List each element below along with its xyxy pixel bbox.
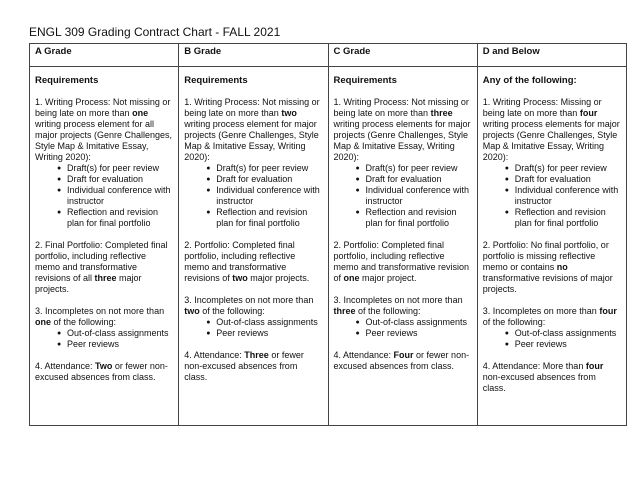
incompletes-text-end: of the following:: [199, 306, 265, 316]
writing-process-text-end: writing process elements for major projects (Genre Challenges, Style Map & Imitative Essay, Writing 2020):: [333, 119, 471, 162]
writing-process-list: [184, 163, 322, 229]
header-row: [30, 44, 627, 67]
portfolio-section: [35, 240, 173, 295]
portfolio-text-end: major projects.: [35, 273, 142, 294]
writing-process-emphasis: two: [281, 108, 297, 118]
writing-process-section: [184, 97, 322, 229]
attendance-emphasis: Two: [95, 361, 113, 371]
writing-process-text-end: writing process element for major projects (Genre Challenges, Style Map & Imitative Essay, Writing 2020):: [184, 119, 319, 162]
list-item: ● Draft for evaluation: [206, 174, 322, 185]
attendance-text: 4. Attendance: More than: [482, 361, 586, 371]
portfolio-emphasis: three: [94, 273, 117, 283]
attendance-emphasis: Four: [393, 350, 414, 360]
list-item: ● Reflection and revision plan for final portfolio: [505, 207, 621, 229]
incompletes-emphasis: four: [599, 306, 617, 316]
requirements-heading: Requirements: [35, 75, 99, 86]
list-item: ● Peer reviews: [57, 339, 173, 350]
portfolio-text: 2. Portfolio: Completed final portfolio, including reflective memo and transformative revisions of: [184, 240, 296, 283]
incompletes-section: [334, 295, 472, 339]
attendance-text-end: or fewer non-excused absences from class.: [35, 361, 168, 382]
list-item: ● Draft(s) for peer review: [206, 163, 322, 174]
requirements-row: [30, 67, 627, 426]
attendance-text-end: or fewer non-excused absences from class.: [184, 350, 304, 382]
writing-process-text: 1. Writing Process: Not missing or being late on more than: [333, 97, 469, 118]
portfolio-section: [483, 240, 621, 295]
attendance-text-end: or fewer non-excused absences from class.: [333, 350, 470, 371]
incompletes-text-end: of the following:: [355, 306, 421, 316]
grade-header: D and Below: [477, 44, 626, 67]
attendance-section: [483, 361, 621, 394]
list-item: ● Individual conference with instructor: [206, 185, 322, 207]
portfolio-text-end: major projects.: [247, 273, 310, 283]
grade-column: [477, 67, 626, 426]
incompletes-list: [184, 317, 322, 339]
list-item: ● Draft for evaluation: [356, 174, 472, 185]
portfolio-text: 2. Final Portfolio: Completed final portfolio, including reflective memo and transformative revisions of all: [35, 240, 168, 283]
portfolio-section: [334, 240, 472, 284]
grade-header: B Grade: [179, 44, 328, 67]
list-item: ● Reflection and revision plan for final portfolio: [356, 207, 472, 229]
list-item: ● Reflection and revision plan for final portfolio: [57, 207, 173, 229]
incompletes-emphasis: two: [184, 306, 200, 316]
incompletes-emphasis: one: [35, 317, 52, 327]
attendance-section: [334, 350, 472, 372]
writing-process-section: [334, 97, 472, 229]
writing-process-emphasis: one: [132, 108, 149, 118]
incompletes-section: [184, 295, 322, 339]
writing-process-text-end: writing process elements for major projects (Genre Challenges, Style Map & Imitative Essay, Writing 2020):: [482, 119, 620, 162]
writing-process-list: [334, 163, 472, 229]
list-item: ● Draft(s) for peer review: [57, 163, 173, 174]
incompletes-text: 3. Incompletes on not more than: [333, 295, 463, 305]
incompletes-list: [334, 317, 472, 339]
incompletes-text: 3. Incompletes on not more than: [184, 295, 314, 305]
attendance-emphasis: Three: [244, 350, 269, 360]
writing-process-text-end: writing process element for all major projects (Genre Challenges, Style Map & Imitative Essay, Writing 2020):: [35, 119, 173, 162]
attendance-text: 4. Attendance:: [184, 350, 245, 360]
incompletes-text-end: of the following:: [51, 317, 117, 327]
grade-header: A Grade: [30, 44, 179, 67]
portfolio-text: 2. Portfolio: No final portfolio, or portfolio is missing reflective memo or contains: [482, 240, 609, 272]
list-item: ● Peer reviews: [505, 339, 621, 350]
portfolio-emphasis: two: [232, 273, 248, 283]
grading-contract-table: [29, 43, 627, 426]
requirements-heading: Any of the following:: [482, 75, 577, 86]
attendance-emphasis: four: [585, 361, 604, 371]
writing-process-list: [35, 163, 173, 229]
attendance-text-end: non-excused absences from class.: [482, 372, 596, 393]
document-title: ENGL 309 Grading Contract Chart - FALL 2021: [29, 25, 281, 39]
portfolio-text: 2. Portfolio: Completed final portfolio, including reflective memo and transformative revision of: [333, 240, 470, 283]
portfolio-text-end: transformative revisions of major projects.: [482, 273, 613, 294]
grade-header: C Grade: [328, 44, 477, 67]
list-item: ● Out-of-class assignments: [206, 317, 322, 328]
incompletes-text: 3. Incompletes on not more than: [35, 306, 165, 316]
list-item: ● Draft for evaluation: [57, 174, 173, 185]
requirements-heading: Requirements: [333, 75, 397, 86]
incompletes-section: [483, 306, 621, 350]
attendance-text: 4. Attendance:: [35, 361, 96, 371]
attendance-section: [184, 350, 322, 383]
list-item: ● Reflection and revision plan for final portfolio: [206, 207, 322, 229]
portfolio-text-end: major project.: [359, 273, 417, 283]
list-item: ● Out-of-class assignments: [356, 317, 472, 328]
writing-process-emphasis: four: [579, 108, 598, 118]
list-item: ● Out-of-class assignments: [505, 328, 621, 339]
grade-column: [30, 67, 179, 426]
writing-process-text: 1. Writing Process: Missing or being late on more than: [482, 97, 602, 118]
incompletes-text: 3. Incompletes on more than: [482, 306, 600, 316]
list-item: ● Individual conference with instructor: [356, 185, 472, 207]
attendance-section: [35, 361, 173, 383]
attendance-text: 4. Attendance:: [333, 350, 394, 360]
portfolio-section: [184, 240, 322, 284]
list-item: ● Draft for evaluation: [505, 174, 621, 185]
writing-process-text: 1. Writing Process: Not missing or being late on more than: [35, 97, 171, 118]
writing-process-emphasis: three: [430, 108, 453, 118]
grade-column: [328, 67, 477, 426]
list-item: ● Individual conference with instructor: [57, 185, 173, 207]
portfolio-emphasis: one: [343, 273, 360, 283]
incompletes-text-end: of the following:: [482, 317, 546, 327]
list-item: ● Individual conference with instructor: [505, 185, 621, 207]
list-item: ● Peer reviews: [356, 328, 472, 339]
writing-process-section: [35, 97, 173, 229]
writing-process-list: [483, 163, 621, 229]
grade-column: [179, 67, 328, 426]
portfolio-emphasis: no: [556, 262, 568, 272]
list-item: ● Peer reviews: [206, 328, 322, 339]
writing-process-text: 1. Writing Process: Not missing or being late on more than: [184, 97, 320, 118]
list-item: ● Draft(s) for peer review: [505, 163, 621, 174]
incompletes-emphasis: three: [333, 306, 356, 316]
list-item: ● Draft(s) for peer review: [356, 163, 472, 174]
list-item: ● Out-of-class assignments: [57, 328, 173, 339]
incompletes-list: [35, 328, 173, 350]
writing-process-section: [483, 97, 621, 229]
requirements-heading: Requirements: [184, 75, 248, 86]
incompletes-list: [483, 328, 621, 350]
incompletes-section: [35, 306, 173, 350]
